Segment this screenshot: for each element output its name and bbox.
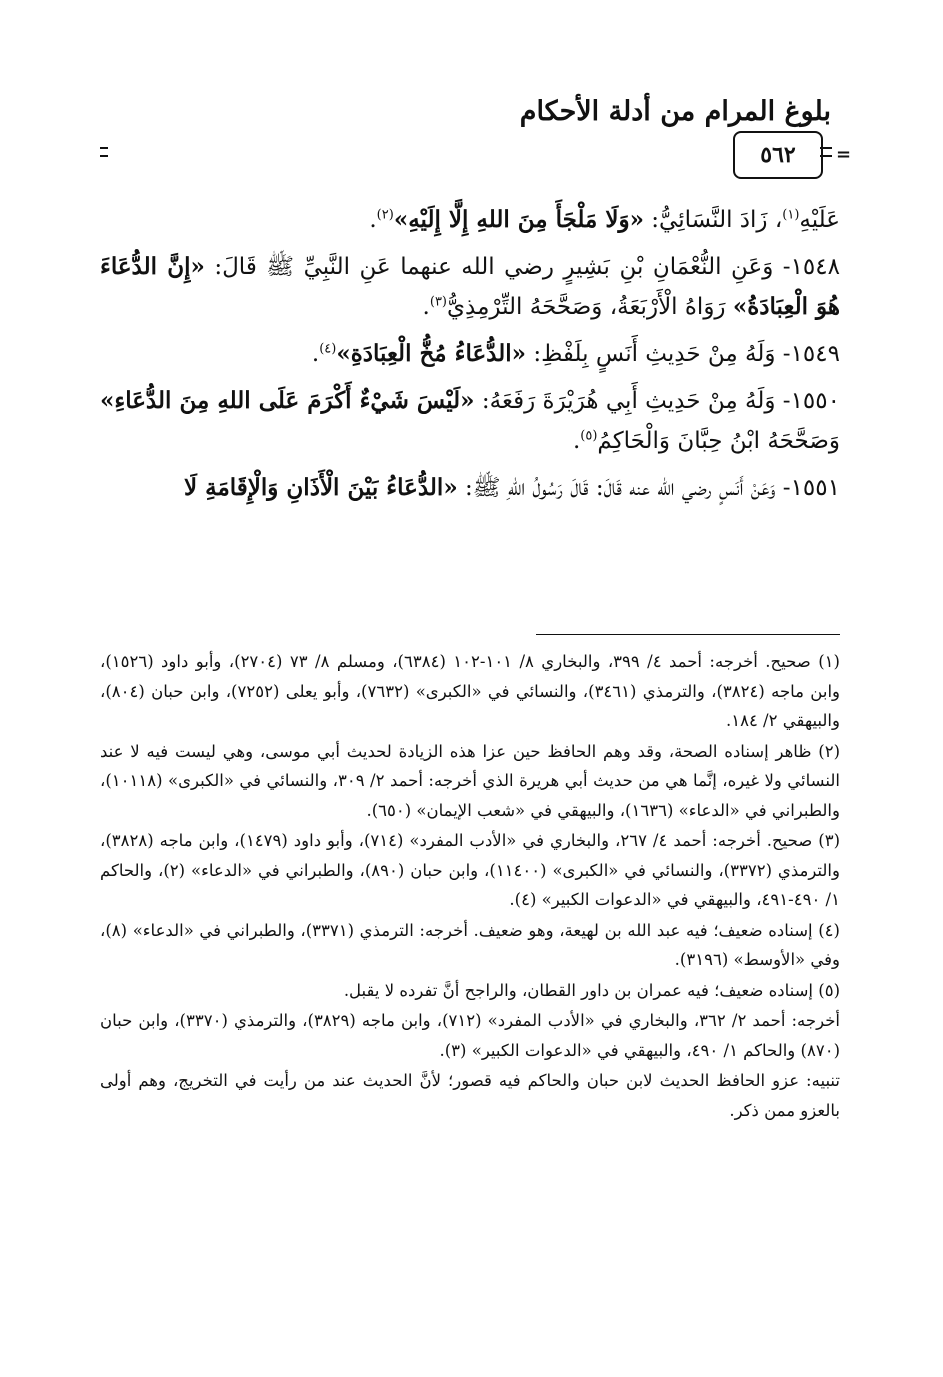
footnote-5-note: تنبيه: عزو الحافظ الحديث لابن حبان والحاكم فيه قصور؛ لأنَّ الحديث عند من رأيت في التخريج، وهم أولى بالعزو ممن ذكر. (100, 1071, 840, 1120)
text-run: ١٥٥١- وَعَنْ أَنَسٍ رضي الله عنه قَالَ: قَالَ رَسُولُ اللهِ ﷺ: (457, 475, 840, 501)
footnote-ref: (٥) (580, 428, 598, 444)
footnote-2: (٢) ظاهر إسناده الصحة، وقد وهم الحافظ حين عزا هذه الزيادة لحديث أبي موسى، وهي ليست فيه لا عند النسائي ولا غيره، إنَّما هي من حديث أبي هريرة الذي أخرجه: أحمد ٢/ ٣٠٩، والنسائي في «الكبرى» (١٠١١٨)، والطبراني في «الدعاء» (١٦٣٦)، والبيهقي في «شعب الإيمان» (٦٥٠). (100, 741, 840, 820)
header-dash-mark: = (836, 144, 852, 165)
hadith-1549 (100, 334, 840, 374)
footnote-5: (٥) إسناده ضعيف؛ فيه عمران بن داور القطان، والراجح أنَّ تفرده لا يقبل. (343, 980, 840, 1000)
footnote-4: (٤) إسناده ضعيف؛ فيه عبد الله بن لهيعة، وهو ضعيف. أخرجه: الترمذي (٣٣٧١)، والطبراني في «الدعاء» (٨)، وفي «الأوسط» (٣١٩٦). (100, 920, 840, 969)
hadith-quote: «لَيْسَ شَيْءٌ أَكْرَمَ عَلَى اللهِ مِنَ الدُّعَاءِ» (100, 387, 475, 414)
header-short-rule (820, 147, 832, 157)
page-number-box (733, 131, 823, 179)
footnote-1: (١) صحيح. أخرجه: أحمد ٤/ ٣٩٩، والبخاري ٨/ ١٠١-١٠٢ (٦٣٨٤)، ومسلم ٨/ ٧٣ (٢٧٠٤)، وأبو داود (١٥٢٦)، وابن ماجه (٣٨٢٤)، والترمذي (٣٤٦١)، والنسائي في «الكبرى» (٧٦٣٢)، وأبو يعلى (٧٢٥٢)، وابن حبان (٨٠٤)، والبيهقي ٢/ ١٨٤. (100, 652, 841, 730)
footnote-3: (٣) صحيح. أخرجه: أحمد ٤/ ٢٦٧، والبخاري في «الأدب المفرد» (٧١٤)، وأبو داود (١٤٧٩)، وابن ماجه (٣٨٢٨)، والترمذي (٣٣٧٢)، والنسائي في «الكبرى» (١١٤٠٠)، وابن حبان (٨٩٠)، والطبراني في «الدعاء» (٢)، والحاكم ١/ ٤٩٠-٤٩١، والبيهقي في «الدعوات الكبير» (٤). (100, 831, 840, 909)
hadith-quote: «وَلَا مَلْجَأَ مِنَ اللهِ إِلَّا إِلَيْهِ» (393, 206, 644, 233)
text-run: ، زَادَ النَّسَائِيُّ: (643, 207, 783, 233)
text-run: . (369, 207, 377, 233)
hadith-quote: «الدُّعَاءُ بَيْنَ الْأَذَانِ وَالْإِقَامَةِ لَا (184, 474, 458, 501)
text-run: ١٥٤٨- وَعَنِ النُّعْمَانِ بْنِ بَشِيرٍ رضي الله عنهما عَنِ النَّبِيِّ ﷺ قَالَ: (204, 254, 840, 280)
footnote-ref: (٢) (376, 207, 394, 223)
hadith-1548 (100, 247, 840, 327)
header-double-rule (100, 147, 108, 157)
paragraph-continuation (100, 200, 840, 240)
text-run: رَوَاهُ الْأَرْبَعَةُ، وَصَحَّحَهُ التِّرْمِذِيُّ (447, 294, 733, 320)
text-run: ١٥٥٠- وَلَهُ مِنْ حَدِيثِ أَبِي هُرَيْرَةَ رَفَعَهُ: (474, 388, 840, 414)
hadith-quote: «الدُّعَاءُ مُخُّ الْعِبَادَةِ» (336, 340, 527, 367)
hadith-1551 (100, 468, 840, 508)
text-run: وَصَحَّحَهُ ابْنُ حِبَّانَ وَالْحَاكِمُ (597, 428, 840, 454)
page-number: ٥٦٢ (760, 142, 796, 168)
footnote-separator (536, 634, 840, 635)
footnote-ref: (٣) (429, 294, 447, 310)
footnote-ref: (١) (782, 207, 800, 223)
book-title: بلوغ المرام من أدلة الأحكام (519, 96, 831, 127)
text-run: . (572, 428, 581, 454)
text-run: . (311, 341, 320, 367)
hadith-quote: «إِنَّ الدُّعَاءَ هُوَ الْعِبَادَةُ» (100, 253, 840, 320)
hadith-1550 (100, 381, 840, 461)
footnote-ref: (٤) (319, 341, 337, 357)
footnote-5-takhrij: أخرجه: أحمد ٢/ ٣٦٢، والبخاري في «الأدب المفرد» (٧١٢)، وابن ماجه (٣٨٢٩)، والترمذي (٣٣٧٠)، وابن حبان (٨٧٠) والحاكم ١/ ٤٩٠، والبيهقي في «الدعوات الكبير» (٣). (100, 1011, 840, 1060)
text-run: عَلَيْهِ (799, 207, 840, 233)
text-run: ١٥٤٩- وَلَهُ مِنْ حَدِيثِ أَنَسٍ بِلَفْظِ: (526, 341, 840, 367)
footnotes (100, 647, 840, 1126)
text-run: . (422, 294, 430, 320)
main-text (100, 200, 840, 515)
